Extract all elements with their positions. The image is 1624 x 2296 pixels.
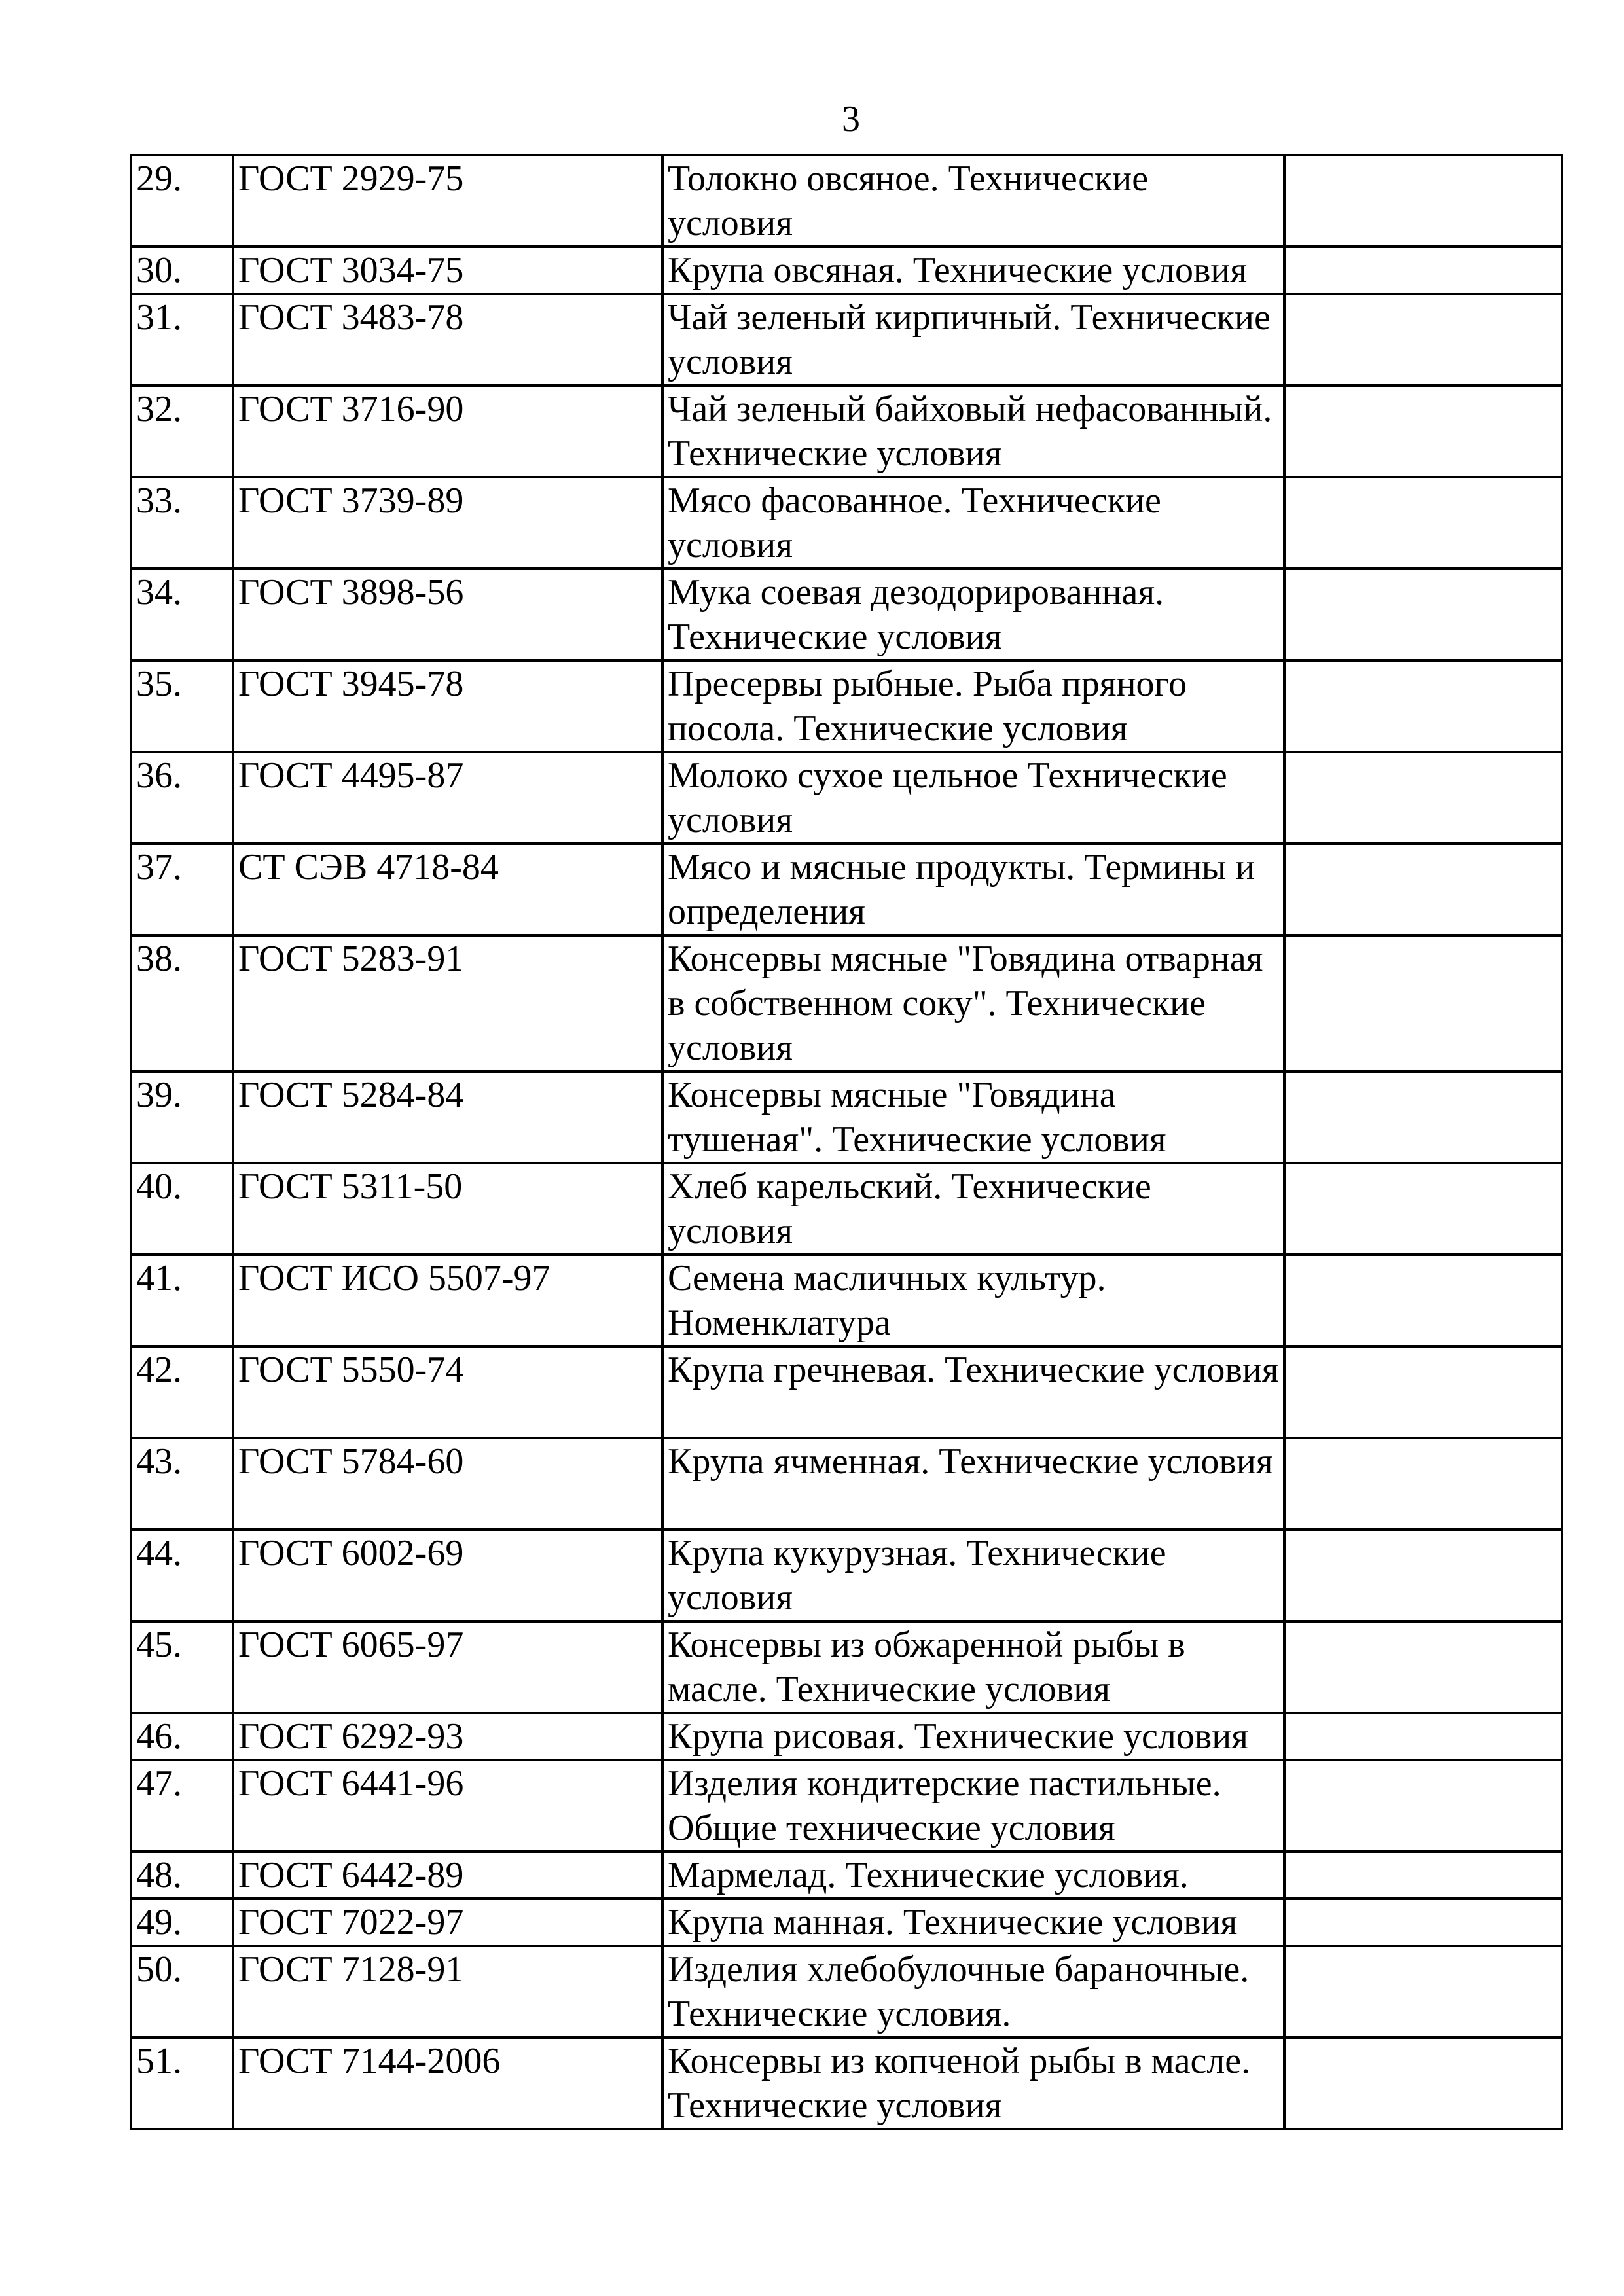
empty-cell <box>1284 1255 1562 1346</box>
row-number-cell: 49. <box>131 1899 233 1946</box>
row-number-cell: 44. <box>131 1530 233 1621</box>
standard-code-cell: ГОСТ 3945-78 <box>233 660 662 752</box>
empty-cell <box>1284 935 1562 1071</box>
empty-cell <box>1284 477 1562 569</box>
row-number-cell: 36. <box>131 752 233 844</box>
standard-title-cell: Толокно овсяное. Технические условия <box>662 155 1284 247</box>
standard-code-cell: ГОСТ 3898-56 <box>233 569 662 660</box>
standard-title-cell: Изделия хлебобулочные бараночные. Технические условия. <box>662 1946 1284 2037</box>
row-number-cell: 48. <box>131 1852 233 1899</box>
standard-title-cell: Чай зеленый кирпичный. Технические условия <box>662 294 1284 386</box>
standard-title-cell: Консервы из обжаренной рыбы в масле. Технические условия <box>662 1621 1284 1713</box>
table-row <box>131 1163 1562 1255</box>
table-row <box>131 2037 1562 2129</box>
table-row <box>131 752 1562 844</box>
standard-code-cell: ГОСТ 6292-93 <box>233 1713 662 1760</box>
empty-cell <box>1284 1760 1562 1852</box>
standard-code-cell: ГОСТ ИСО 5507-97 <box>233 1255 662 1346</box>
row-number-cell: 33. <box>131 477 233 569</box>
standard-code-cell: ГОСТ 5284-84 <box>233 1071 662 1163</box>
empty-cell <box>1284 247 1562 294</box>
standard-title-cell: Молоко сухое цельное Технические условия <box>662 752 1284 844</box>
standard-title-cell: Хлеб карельский. Технические условия <box>662 1163 1284 1255</box>
table-row <box>131 247 1562 294</box>
standard-code-cell: ГОСТ 7144-2006 <box>233 2037 662 2129</box>
standard-code-cell: СТ СЭВ 4718-84 <box>233 844 662 935</box>
table-row <box>131 1071 1562 1163</box>
standard-title-cell: Мясо фасованное. Технические условия <box>662 477 1284 569</box>
empty-cell <box>1284 1163 1562 1255</box>
table-row <box>131 1346 1562 1438</box>
empty-cell <box>1284 1713 1562 1760</box>
standard-title-cell: Крупа гречневая. Технические условия <box>662 1346 1284 1438</box>
table-row <box>131 1530 1562 1621</box>
standard-title-cell: Чай зеленый байховый нефасованный. Технические условия <box>662 386 1284 477</box>
table-row <box>131 1946 1562 2037</box>
standard-code-cell: ГОСТ 5283-91 <box>233 935 662 1071</box>
empty-cell <box>1284 660 1562 752</box>
table-row <box>131 477 1562 569</box>
row-number-cell: 46. <box>131 1713 233 1760</box>
table-row <box>131 294 1562 386</box>
standard-title-cell: Крупа кукурузная. Технические условия <box>662 1530 1284 1621</box>
empty-cell <box>1284 386 1562 477</box>
table-row <box>131 1438 1562 1530</box>
row-number-cell: 40. <box>131 1163 233 1255</box>
row-number-cell: 34. <box>131 569 233 660</box>
table-row <box>131 569 1562 660</box>
empty-cell <box>1284 1621 1562 1713</box>
table-row <box>131 155 1562 247</box>
standard-code-cell: ГОСТ 5784-60 <box>233 1438 662 1530</box>
standard-code-cell: ГОСТ 5311-50 <box>233 1163 662 1255</box>
row-number-cell: 41. <box>131 1255 233 1346</box>
row-number-cell: 29. <box>131 155 233 247</box>
standard-code-cell: ГОСТ 2929-75 <box>233 155 662 247</box>
standard-title-cell: Крупа рисовая. Технические условия <box>662 1713 1284 1760</box>
table-row <box>131 386 1562 477</box>
table-row <box>131 1760 1562 1852</box>
standard-code-cell: ГОСТ 3483-78 <box>233 294 662 386</box>
standard-title-cell: Семена масличных культур. Номенклатура <box>662 1255 1284 1346</box>
table-row <box>131 660 1562 752</box>
page-number: 3 <box>842 99 860 139</box>
empty-cell <box>1284 294 1562 386</box>
standard-title-cell: Мармелад. Технические условия. <box>662 1852 1284 1899</box>
standard-code-cell: ГОСТ 3034-75 <box>233 247 662 294</box>
standard-title-cell: Крупа ячменная. Технические условия <box>662 1438 1284 1530</box>
standard-title-cell: Крупа овсяная. Технические условия <box>662 247 1284 294</box>
standard-title-cell: Мясо и мясные продукты. Термины и определения <box>662 844 1284 935</box>
standard-title-cell: Пресервы рыбные. Рыба пряного посола. Технические условия <box>662 660 1284 752</box>
row-number-cell: 47. <box>131 1760 233 1852</box>
row-number-cell: 37. <box>131 844 233 935</box>
empty-cell <box>1284 844 1562 935</box>
standard-title-cell: Мука соевая дезодорированная. Технические условия <box>662 569 1284 660</box>
row-number-cell: 39. <box>131 1071 233 1163</box>
standard-title-cell: Крупа манная. Технические условия <box>662 1899 1284 1946</box>
row-number-cell: 45. <box>131 1621 233 1713</box>
empty-cell <box>1284 1071 1562 1163</box>
empty-cell <box>1284 752 1562 844</box>
standard-code-cell: ГОСТ 6442-89 <box>233 1852 662 1899</box>
empty-cell <box>1284 1530 1562 1621</box>
standards-table <box>130 154 1563 2130</box>
empty-cell <box>1284 1852 1562 1899</box>
standard-code-cell: ГОСТ 3739-89 <box>233 477 662 569</box>
table-row <box>131 1713 1562 1760</box>
table-row <box>131 844 1562 935</box>
row-number-cell: 43. <box>131 1438 233 1530</box>
empty-cell <box>1284 1438 1562 1530</box>
standard-code-cell: ГОСТ 5550-74 <box>233 1346 662 1438</box>
standard-title-cell: Консервы мясные "Говядина тушеная". Технические условия <box>662 1071 1284 1163</box>
standard-code-cell: ГОСТ 6441-96 <box>233 1760 662 1852</box>
standard-title-cell: Изделия кондитерские пастильные. Общие технические условия <box>662 1760 1284 1852</box>
row-number-cell: 32. <box>131 386 233 477</box>
row-number-cell: 50. <box>131 1946 233 2037</box>
table-row <box>131 1852 1562 1899</box>
row-number-cell: 31. <box>131 294 233 386</box>
empty-cell <box>1284 1346 1562 1438</box>
standard-code-cell: ГОСТ 7022-97 <box>233 1899 662 1946</box>
empty-cell <box>1284 2037 1562 2129</box>
row-number-cell: 35. <box>131 660 233 752</box>
standards-table-body <box>131 155 1562 2129</box>
table-row <box>131 935 1562 1071</box>
standard-code-cell: ГОСТ 4495-87 <box>233 752 662 844</box>
empty-cell <box>1284 1946 1562 2037</box>
standard-code-cell: ГОСТ 7128-91 <box>233 1946 662 2037</box>
row-number-cell: 38. <box>131 935 233 1071</box>
table-row <box>131 1255 1562 1346</box>
row-number-cell: 51. <box>131 2037 233 2129</box>
table-row <box>131 1899 1562 1946</box>
row-number-cell: 42. <box>131 1346 233 1438</box>
empty-cell <box>1284 569 1562 660</box>
standard-code-cell: ГОСТ 6002-69 <box>233 1530 662 1621</box>
table-row <box>131 1621 1562 1713</box>
standard-title-cell: Консервы мясные "Говядина отварная в собственном соку". Технические условия <box>662 935 1284 1071</box>
empty-cell <box>1284 155 1562 247</box>
standard-code-cell: ГОСТ 3716-90 <box>233 386 662 477</box>
empty-cell <box>1284 1899 1562 1946</box>
standard-title-cell: Консервы из копченой рыбы в масле. Технические условия <box>662 2037 1284 2129</box>
standard-code-cell: ГОСТ 6065-97 <box>233 1621 662 1713</box>
row-number-cell: 30. <box>131 247 233 294</box>
